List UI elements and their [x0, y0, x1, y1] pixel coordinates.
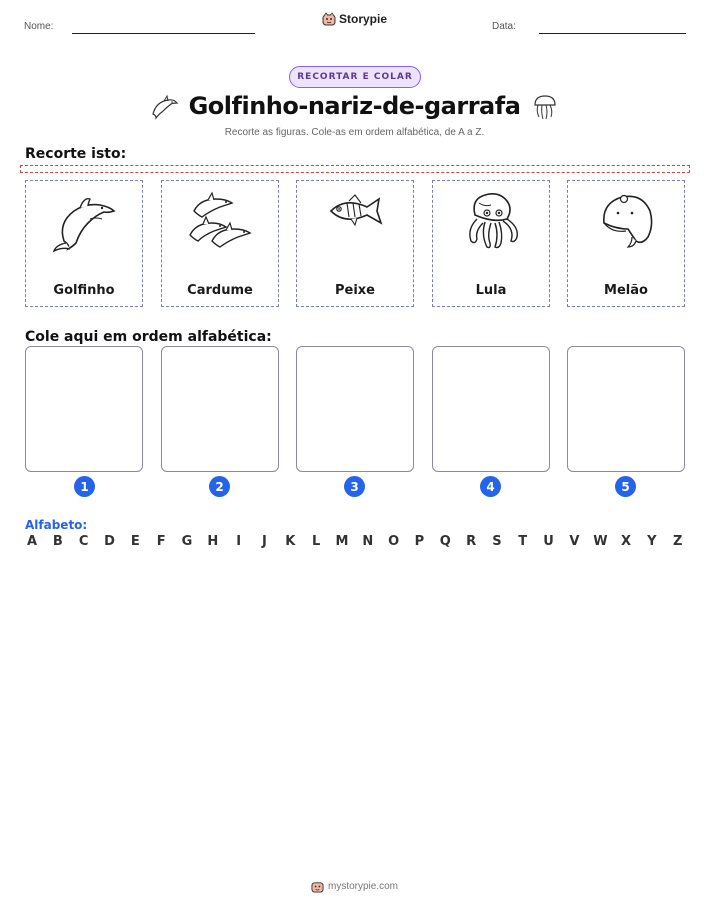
cut-section-label: Recorte isto:: [25, 146, 127, 162]
brand-logo: [322, 12, 387, 26]
name-label: Nome:: [24, 21, 54, 32]
dolphin-icon: [50, 189, 120, 253]
paste-box-1[interactable]: [25, 346, 143, 472]
date-line: [539, 33, 686, 34]
activity-badge: RECORTAR E COLAR: [289, 66, 421, 88]
alphabet-letter: Z: [672, 534, 683, 549]
card-label: Lula: [475, 283, 507, 298]
footer-url[interactable]: mystorypie.com: [327, 881, 398, 892]
jellyfish-title-icon: [530, 93, 560, 121]
alphabet-letter: S: [492, 534, 502, 549]
alphabet-letter: N: [362, 534, 374, 549]
storypie-logo-icon: [322, 12, 336, 26]
paste-box-2[interactable]: [161, 346, 279, 472]
card-label: Golfinho: [53, 283, 115, 298]
card-label: Melão: [604, 283, 648, 298]
alphabet-letter: W: [593, 534, 608, 549]
alphabet-letter: O: [388, 534, 400, 549]
cut-card-cardume[interactable]: [161, 180, 279, 307]
date-label: Data:: [492, 21, 516, 32]
paste-section-label: Cole aqui em ordem alfabética:: [25, 329, 272, 345]
cut-card-peixe[interactable]: [296, 180, 414, 307]
alphabet-letter: K: [285, 534, 296, 549]
storypie-logo-icon: [311, 880, 324, 893]
alphabet-letter: Q: [439, 534, 451, 549]
paste-box-4[interactable]: [432, 346, 550, 472]
alphabet-letter: E: [130, 534, 140, 549]
alphabet-letter: T: [518, 534, 528, 549]
squid-icon: [457, 189, 527, 253]
dolphin-pod-icon: [186, 189, 256, 253]
alphabet-letter: G: [181, 534, 193, 549]
page-title: Golfinho-nariz-de-garrafa: [188, 92, 521, 120]
number-badge-4: 4: [480, 476, 501, 497]
paste-box-5[interactable]: [567, 346, 685, 472]
alphabet-letter: X: [621, 534, 632, 549]
alphabet-letter: M: [335, 534, 349, 549]
cut-card-lula[interactable]: [432, 180, 550, 307]
alphabet-letter: B: [52, 534, 63, 549]
instructions: Recorte as figuras. Cole-as em ordem alfabética, de A a Z.: [224, 127, 485, 138]
alphabet-letter: Y: [647, 534, 657, 549]
alphabet-letter: J: [262, 534, 267, 549]
cut-card-golfinho[interactable]: [25, 180, 143, 307]
fish-icon: [321, 189, 391, 253]
brand-name: Storypie: [339, 12, 388, 26]
alphabet-letter: L: [311, 534, 321, 549]
cut-line: [20, 165, 690, 173]
alphabet-row: [25, 534, 685, 549]
alphabet-letter: H: [207, 534, 219, 549]
alphabet-letter: C: [78, 534, 89, 549]
alphabet-letter: R: [466, 534, 477, 549]
footer: [0, 880, 709, 893]
alphabet-letter: V: [569, 534, 580, 549]
number-badge-3: 3: [344, 476, 365, 497]
number-badge-5: 5: [615, 476, 636, 497]
alphabet-letter: A: [26, 534, 38, 549]
alphabet-letter: D: [104, 534, 115, 549]
alphabet-letter: I: [236, 534, 242, 549]
dolphin-melon-icon: [592, 189, 662, 253]
cut-card-melao[interactable]: [567, 180, 685, 307]
card-label: Peixe: [334, 283, 375, 298]
alphabet-letter: F: [156, 534, 166, 549]
alphabet-letter: P: [414, 534, 425, 549]
paste-box-3[interactable]: [296, 346, 414, 472]
card-label: Cardume: [187, 283, 253, 298]
alphabet-letter: U: [543, 534, 554, 549]
alphabet-title: Alfabeto:: [25, 518, 88, 532]
number-badge-1: 1: [74, 476, 95, 497]
name-line: [72, 33, 255, 34]
number-badge-2: 2: [209, 476, 230, 497]
